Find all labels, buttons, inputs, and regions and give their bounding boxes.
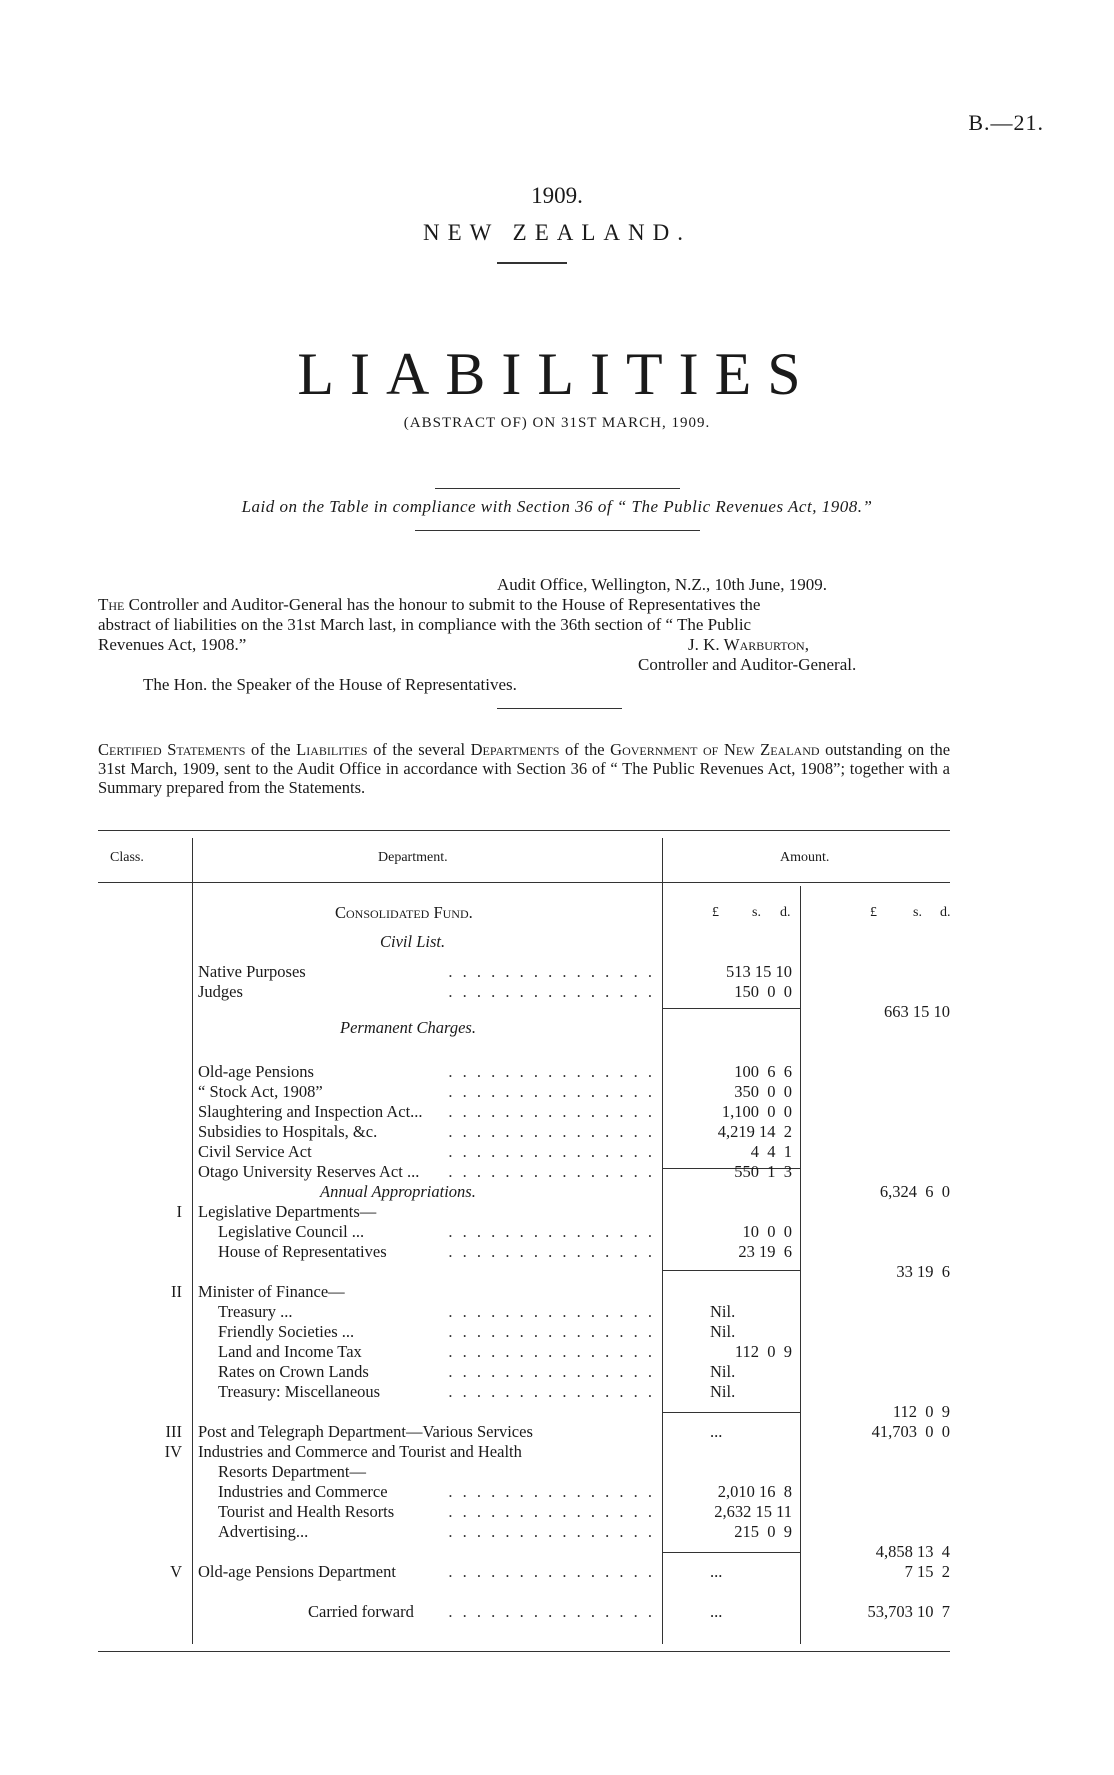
document-reference: B.—21.: [968, 110, 1044, 135]
row-class: I: [176, 1202, 182, 1221]
cert-text-1: of the: [245, 740, 297, 759]
row-amount-item: 1,100 0 0: [721, 1102, 792, 1121]
row-label: Minister of Finance—: [198, 1282, 345, 1301]
table-bottom-rule: [98, 1651, 950, 1652]
cert-sc-4: Government of New Zealand: [610, 740, 820, 759]
row-amount-total: 41,703 0 0: [871, 1422, 950, 1441]
row-label: Carried forward: [308, 1602, 414, 1621]
row-amount-total: 6,324 6 0: [879, 1182, 950, 1201]
section-civil-list: Civil List.: [380, 932, 446, 951]
row-amount-item: Nil.: [710, 1322, 736, 1341]
row-label: Legislative Council ...: [218, 1222, 365, 1241]
leader-dots: . . . . . . . . . . . . . . .: [448, 1342, 655, 1361]
row-label: Industries and Commerce and Tourist and Health: [198, 1442, 522, 1461]
row-label: Native Purposes: [198, 962, 306, 981]
cert-sc-2: Liabilities: [296, 740, 368, 759]
leader-dots: . . . . . . . . . . . . . . .: [448, 1062, 655, 1081]
row-label: Friendly Societies ...: [218, 1322, 355, 1341]
row-label: “ Stock Act, 1908”: [198, 1082, 323, 1101]
row-label: Treasury ...: [218, 1302, 293, 1321]
row-amount-item: 2,632 15 11: [714, 1502, 792, 1521]
leader-dots: . . . . . . . . . . . . . . .: [448, 1382, 655, 1401]
table-row: [0, 1462, 1114, 1482]
country-heading: NEW ZEALAND.: [422, 220, 692, 245]
row-label: Treasury: Miscellaneous: [218, 1382, 381, 1401]
laid-on-table-note: Laid on the Table in compliance with Section 36 of “ The Public Revenues Act, 1908.”: [241, 497, 873, 516]
row-amount-item: ...: [710, 1422, 723, 1441]
row-label: Old-age Pensions Department: [198, 1562, 396, 1581]
section-annual-appropriations: Annual Appropriations.: [320, 1182, 476, 1201]
table-row: [0, 1062, 1114, 1082]
table-row: [0, 1242, 1114, 1262]
table-header-rule: [98, 882, 950, 883]
table-row: [0, 1382, 1114, 1402]
divider-upper: [435, 488, 680, 489]
table-top-rule: [98, 830, 950, 831]
table-row: [0, 1162, 1114, 1182]
table-row: [0, 1522, 1114, 1542]
leader-dots: . . . . . . . . . . . . . . .: [448, 1502, 655, 1521]
leader-dots: . . . . . . . . . . . . . . .: [448, 1162, 655, 1181]
row-amount-total: 663 15 10: [884, 1002, 950, 1021]
row-amount-item: 4 4 1: [750, 1142, 792, 1161]
letter-divider: [497, 708, 622, 709]
table-row: [0, 1322, 1114, 1342]
row-amount-item: 100 6 6: [734, 1062, 792, 1081]
table-row: [0, 1262, 1114, 1282]
header-amount: Amount.: [780, 850, 830, 865]
row-amount-item: 23 19 6: [738, 1242, 792, 1261]
leader-dots: . . . . . . . . . . . . . . .: [448, 1362, 655, 1381]
table-row: [0, 1482, 1114, 1502]
row-amount-total: 7 15 2: [904, 1562, 950, 1581]
leader-dots: . . . . . . . . . . . . . . .: [448, 962, 655, 981]
letter-lead-word: The: [98, 595, 125, 614]
table-row: [0, 1122, 1114, 1142]
row-class: IV: [164, 1442, 182, 1461]
table-row: [0, 1182, 1114, 1202]
currency-pound-2: £: [870, 905, 877, 920]
header-department: Department.: [378, 850, 448, 865]
leader-dots: . . . . . . . . . . . . . . .: [448, 1562, 655, 1581]
row-amount-item: 550 1 3: [734, 1162, 792, 1181]
row-amount-item: 4,219 14 2: [717, 1122, 792, 1141]
row-label: Legislative Departments—: [198, 1202, 377, 1221]
row-label: Slaughtering and Inspection Act...: [198, 1102, 423, 1121]
row-amount-item: ...: [710, 1562, 723, 1581]
cert-sc-1: Certified Statements: [98, 740, 246, 759]
letter-signature: J. K. Warburton,: [688, 635, 809, 654]
letter-body-line-1: [98, 595, 760, 615]
table-row: [0, 1562, 1114, 1582]
row-label: Advertising...: [218, 1522, 309, 1541]
row-class: V: [170, 1562, 182, 1581]
page-title: LIABILITIES: [297, 341, 817, 407]
row-amount-item: ...: [710, 1602, 723, 1621]
row-amount-item: Nil.: [710, 1302, 736, 1321]
row-amount-total: 4,858 13 4: [875, 1542, 950, 1561]
row-amount-item: 215 0 9: [734, 1522, 792, 1541]
leader-dots: . . . . . . . . . . . . . . .: [448, 1302, 655, 1321]
table-row: [0, 1442, 1114, 1462]
row-label: Post and Telegraph Department—Various Services: [198, 1422, 533, 1441]
table-row: [0, 1302, 1114, 1322]
row-class: III: [165, 1422, 182, 1441]
letter-line-1-text: Controller and Auditor-General has the honour to submit to the House of Representatives the: [124, 595, 761, 614]
table-row: [0, 1342, 1114, 1362]
fund-heading: Consolidated Fund.: [335, 903, 473, 922]
currency-s-2: s.: [913, 905, 922, 920]
table-row: [0, 962, 1114, 982]
table-row: [0, 1282, 1114, 1302]
row-amount-item: 2,010 16 8: [717, 1482, 792, 1501]
row-label: Judges: [198, 982, 243, 1001]
page-subtitle: (ABSTRACT OF) ON 31ST MARCH, 1909.: [403, 415, 711, 431]
currency-d-2: d.: [940, 905, 951, 920]
table-row: [0, 1362, 1114, 1382]
table-row: [0, 1202, 1114, 1222]
leader-dots: . . . . . . . . . . . . . . .: [448, 1602, 655, 1621]
table-row: [0, 1542, 1114, 1562]
table-row: [0, 1002, 1114, 1022]
row-label: Rates on Crown Lands: [218, 1362, 369, 1381]
currency-s-1: s.: [752, 905, 761, 920]
cert-text-2: of the several: [367, 740, 471, 759]
row-amount-total: 53,703 10 7: [867, 1602, 950, 1621]
leader-dots: . . . . . . . . . . . . . . .: [448, 1142, 655, 1161]
row-amount-item: Nil.: [710, 1362, 736, 1381]
row-amount-item: 112 0 9: [734, 1342, 792, 1361]
document-year: 1909.: [531, 183, 583, 208]
letter-body-line-3: Revenues Act, 1908.”: [98, 635, 247, 654]
leader-dots: . . . . . . . . . . . . . . .: [448, 1322, 655, 1341]
header-class: Class.: [110, 850, 144, 865]
table-row: [0, 1502, 1114, 1522]
row-amount-total: 112 0 9: [892, 1402, 950, 1421]
leader-dots: . . . . . . . . . . . . . . .: [448, 1242, 655, 1261]
leader-dots: . . . . . . . . . . . . . . .: [448, 1102, 655, 1121]
row-label: Land and Income Tax: [218, 1342, 362, 1361]
row-class: II: [171, 1282, 182, 1301]
short-rule: [497, 262, 567, 264]
letter-body-line-2: abstract of liabilities on the 31st March last, in compliance with the 36th section of “ The Public: [98, 615, 752, 634]
divider-lower: [415, 530, 700, 531]
cert-text-4: outstanding on the 31st March, 1909, sent to the Audit Office in accordance with Section 36 of “ The Public Revenues Act, 1908”; together with a Summary prepared from the Statements.: [98, 740, 951, 797]
leader-dots: . . . . . . . . . . . . . . .: [448, 1222, 655, 1241]
table-row: [0, 1602, 1114, 1622]
letter-addressee: The Hon. the Speaker of the House of Representatives.: [143, 675, 517, 694]
row-label: Industries and Commerce: [218, 1482, 388, 1501]
row-label: House of Representatives: [218, 1242, 387, 1261]
row-label: Old-age Pensions: [198, 1062, 314, 1081]
leader-dots: . . . . . . . . . . . . . . .: [448, 1122, 655, 1141]
row-label: Resorts Department—: [218, 1462, 367, 1481]
table-row: [0, 1222, 1114, 1242]
row-amount-item: 350 0 0: [734, 1082, 792, 1101]
currency-d-1: d.: [780, 905, 791, 920]
currency-pound-1: £: [712, 905, 719, 920]
row-amount-item: 513 15 10: [726, 962, 792, 981]
table-row: [0, 1142, 1114, 1162]
row-label: Otago University Reserves Act ...: [198, 1162, 420, 1181]
certified-statement: [98, 740, 950, 797]
leader-dots: . . . . . . . . . . . . . . .: [448, 1482, 655, 1501]
table-row: [0, 1082, 1114, 1102]
row-label: Tourist and Health Resorts: [218, 1502, 395, 1521]
row-amount-item: 150 0 0: [734, 982, 792, 1001]
cert-text-3: of the: [559, 740, 611, 759]
row-label: Civil Service Act: [198, 1142, 312, 1161]
letter-signature-title: Controller and Auditor-General.: [638, 655, 857, 674]
leader-dots: . . . . . . . . . . . . . . .: [448, 982, 655, 1001]
row-amount-total: 33 19 6: [896, 1262, 950, 1281]
row-label: Subsidies to Hospitals, &c.: [198, 1122, 378, 1141]
leader-dots: . . . . . . . . . . . . . . .: [448, 1522, 655, 1541]
table-row: [0, 1102, 1114, 1122]
table-row: [0, 982, 1114, 1002]
section-permanent-charges: Permanent Charges.: [340, 1018, 476, 1037]
table-row: [0, 1422, 1114, 1442]
row-amount-item: 10 0 0: [742, 1222, 792, 1241]
letter-address: Audit Office, Wellington, N.Z., 10th June, 1909.: [497, 575, 827, 594]
leader-dots: . . . . . . . . . . . . . . .: [448, 1082, 655, 1101]
row-amount-item: Nil.: [710, 1382, 736, 1401]
cert-sc-3: Departments: [470, 740, 560, 759]
table-row: [0, 1402, 1114, 1422]
